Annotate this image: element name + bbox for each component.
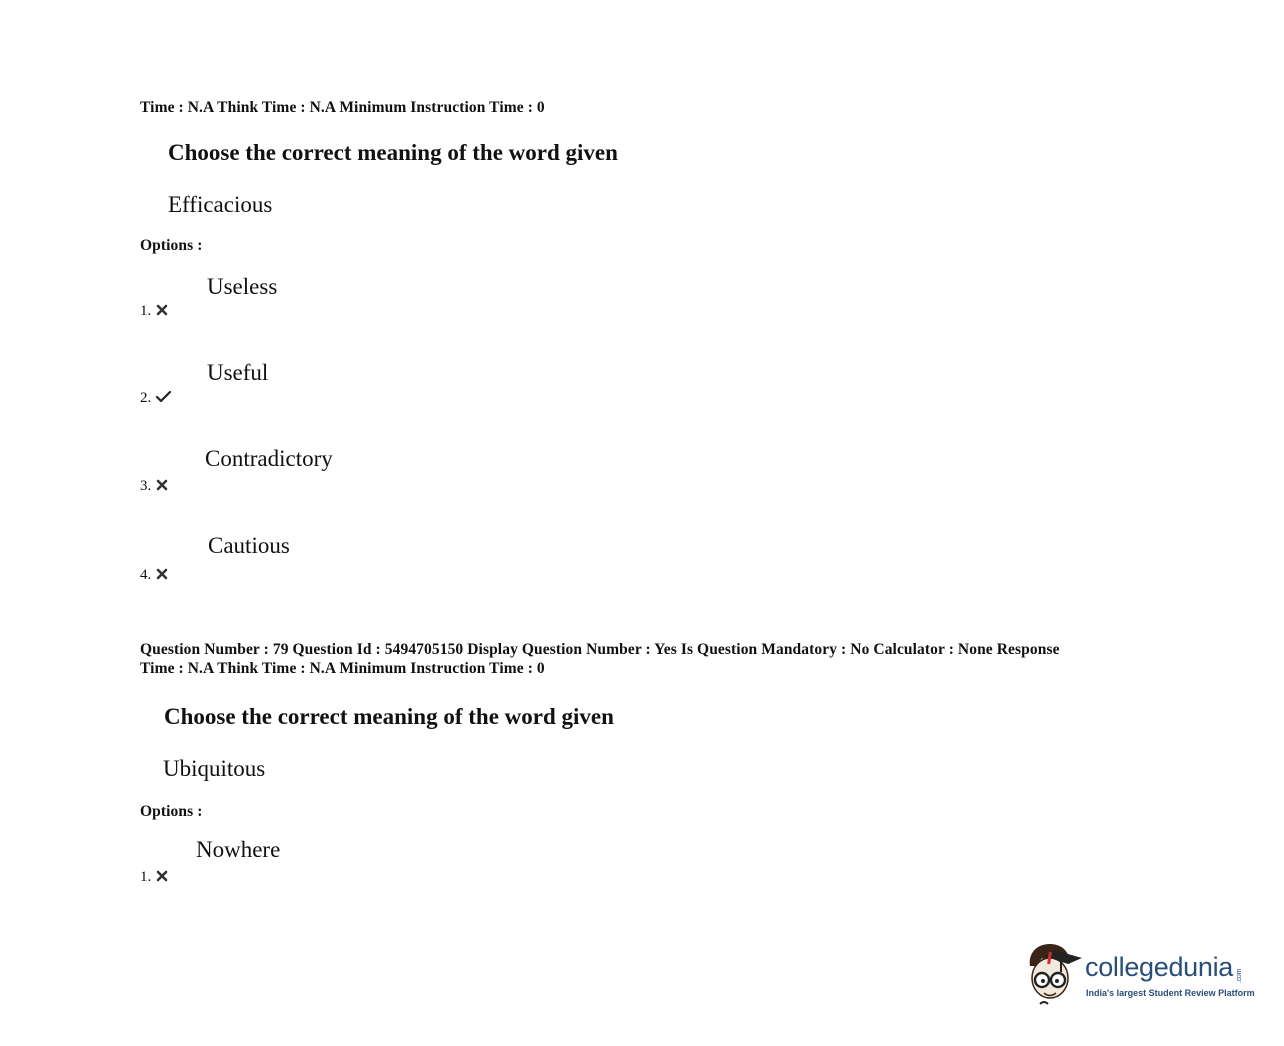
q79-options-label: Options : [140,803,203,820]
q78-option-4 [140,567,169,584]
q78-option-4-number: 4. [140,567,152,583]
q78-meta-line: Time : N.A Think Time : N.A Minimum Instruction Time : 0 [140,99,545,116]
q78-option-3-text: Contradictory [205,446,333,471]
q78-options-label: Options : [140,237,203,254]
q79-question-title: Choose the correct meaning of the word given [164,704,614,729]
cross-icon [155,478,169,492]
q79-meta-line-1: Question Number : 79 Question Id : 5494705150 Display Question Number : Yes Is Question Mandatory : No Calculator : None Response [140,641,1060,658]
mascot-icon [1024,938,1086,1008]
q78-option-4-text: Cautious [208,533,290,558]
q78-question-title: Choose the correct meaning of the word given [168,140,618,165]
logo-suffix: .com [1236,969,1244,983]
q78-option-1-text: Useless [207,274,278,299]
q79-option-1 [140,869,169,886]
cross-icon [155,567,169,581]
q79-option-1-text: Nowhere [196,837,281,862]
logo-tagline: India's largest Student Review Platform [1086,988,1255,998]
q78-question-word: Efficacious [168,192,273,217]
logo-name: collegedunia [1085,952,1234,982]
q78-option-2-number: 2. [140,390,152,406]
collegedunia-logo [1024,938,1254,1008]
q79-meta-line-2: Time : N.A Think Time : N.A Minimum Instruction Time : 0 [140,660,545,677]
check-icon [155,390,172,404]
q78-option-3-number: 3. [140,478,152,494]
q78-option-3 [140,478,169,495]
q78-option-2 [140,390,172,407]
q78-option-2-text: Useful [207,360,269,385]
q79-question-word: Ubiquitous [163,756,266,781]
q79-option-1-number: 1. [140,869,152,885]
q78-option-1-number: 1. [140,303,152,319]
q78-option-1 [140,303,169,320]
cross-icon [155,303,169,317]
cross-icon [155,869,169,883]
